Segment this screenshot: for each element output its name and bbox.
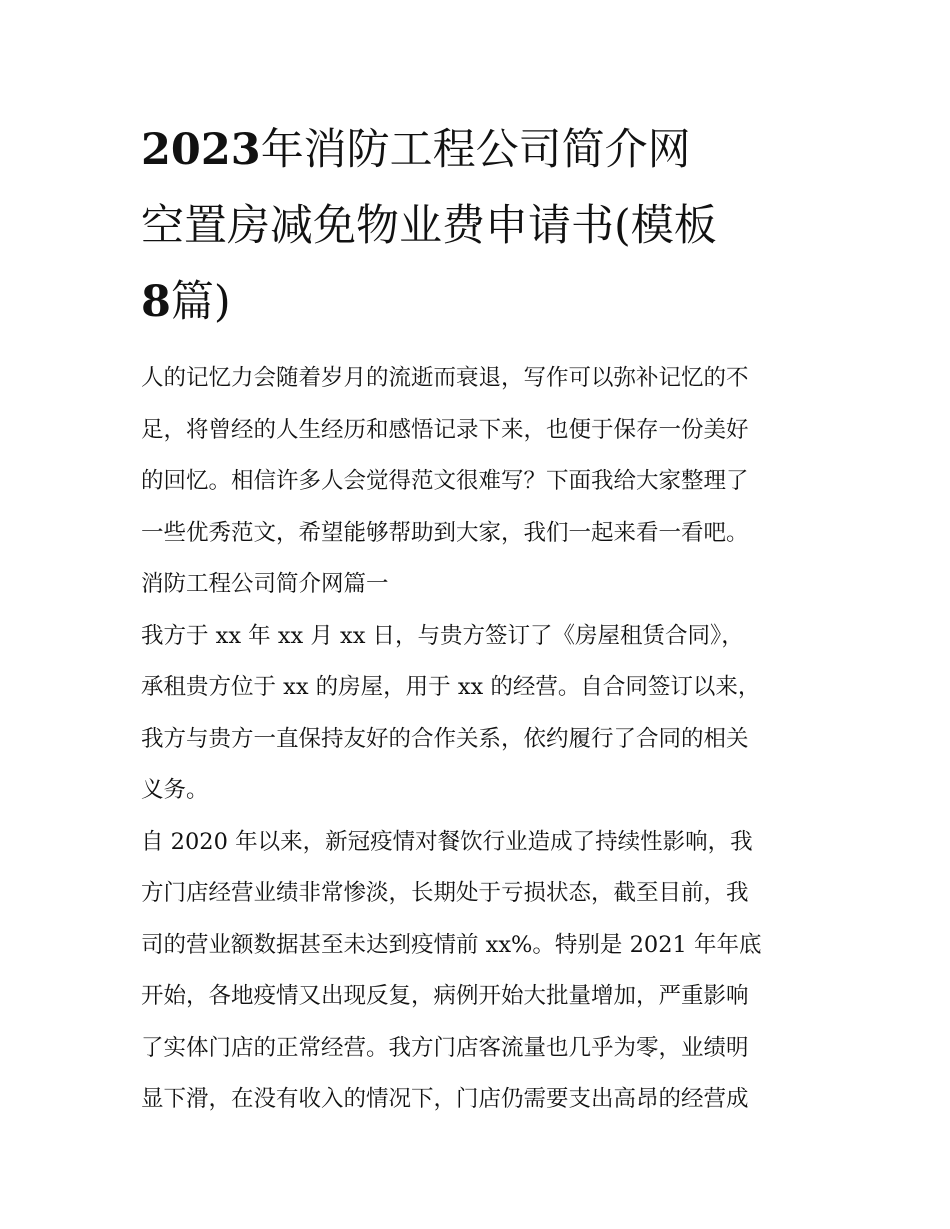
title-line: [141, 188, 813, 264]
title-text: 篇): [170, 277, 231, 327]
text-line: 人的记忆力会随着岁月的流逝而衰退，写作可以弥补记忆的不: [141, 365, 749, 391]
text-line: 消防工程公司简介网篇一: [141, 571, 389, 597]
text-line: 显下滑，在没有收入的情况下，门店仍需要支出高昂的经营成: [141, 1086, 749, 1112]
text-line: 了实体门店的正常经营。我方门店客流量也几乎为零，业绩明: [141, 1034, 749, 1061]
text-line: 义务。: [141, 777, 209, 803]
text-line: 自 2020 年以来，新冠疫情对餐饮行业造成了持续性影响，我: [141, 828, 753, 855]
text-line: 开始，各地疫情又出现反复，病例开始大批量增加，严重影响: [141, 983, 749, 1009]
text-line: 承租贵方位于 xx 的房屋，用于 xx 的经营。自合同签订以来，: [141, 674, 761, 700]
body-paragraph: [141, 611, 813, 817]
text-line: 足，将曾经的人生经历和感悟记录下来，也便于保存一份美好: [141, 416, 749, 443]
text-line: 我方于 xx 年 xx 月 xx 日，与贵方签订了《房屋租赁合同》，: [141, 622, 744, 649]
text-line: 方门店经营业绩非常惨淡，长期处于亏损状态，截至目前，我: [141, 880, 749, 906]
intro-paragraph: [141, 353, 813, 559]
document-page: [141, 112, 813, 1126]
title-year: 2023: [141, 125, 261, 175]
title-text: 空置房减免物业费申请书(模板: [141, 201, 717, 251]
text-line: 我方与贵方一直保持友好的合作关系，依约履行了合同的相关: [141, 725, 749, 752]
text-line: 司的营业额数据甚至未达到疫情前 xx%。特别是 2021 年年底: [141, 931, 762, 958]
document-title: [141, 112, 813, 340]
title-text: 年消防工程公司简介网: [260, 125, 691, 175]
title-line: [141, 264, 813, 340]
title-count: 8: [141, 277, 171, 327]
text-line: 的回忆。相信许多人会觉得范文很难写？下面我给大家整理了: [141, 468, 749, 494]
body-paragraph: [141, 817, 813, 1126]
text-line: 一些优秀范文，希望能够帮助到大家，我们一起来看一看吧。: [141, 519, 749, 546]
section-heading: [141, 559, 813, 611]
title-line: [141, 112, 813, 188]
document-body: [141, 353, 813, 1126]
